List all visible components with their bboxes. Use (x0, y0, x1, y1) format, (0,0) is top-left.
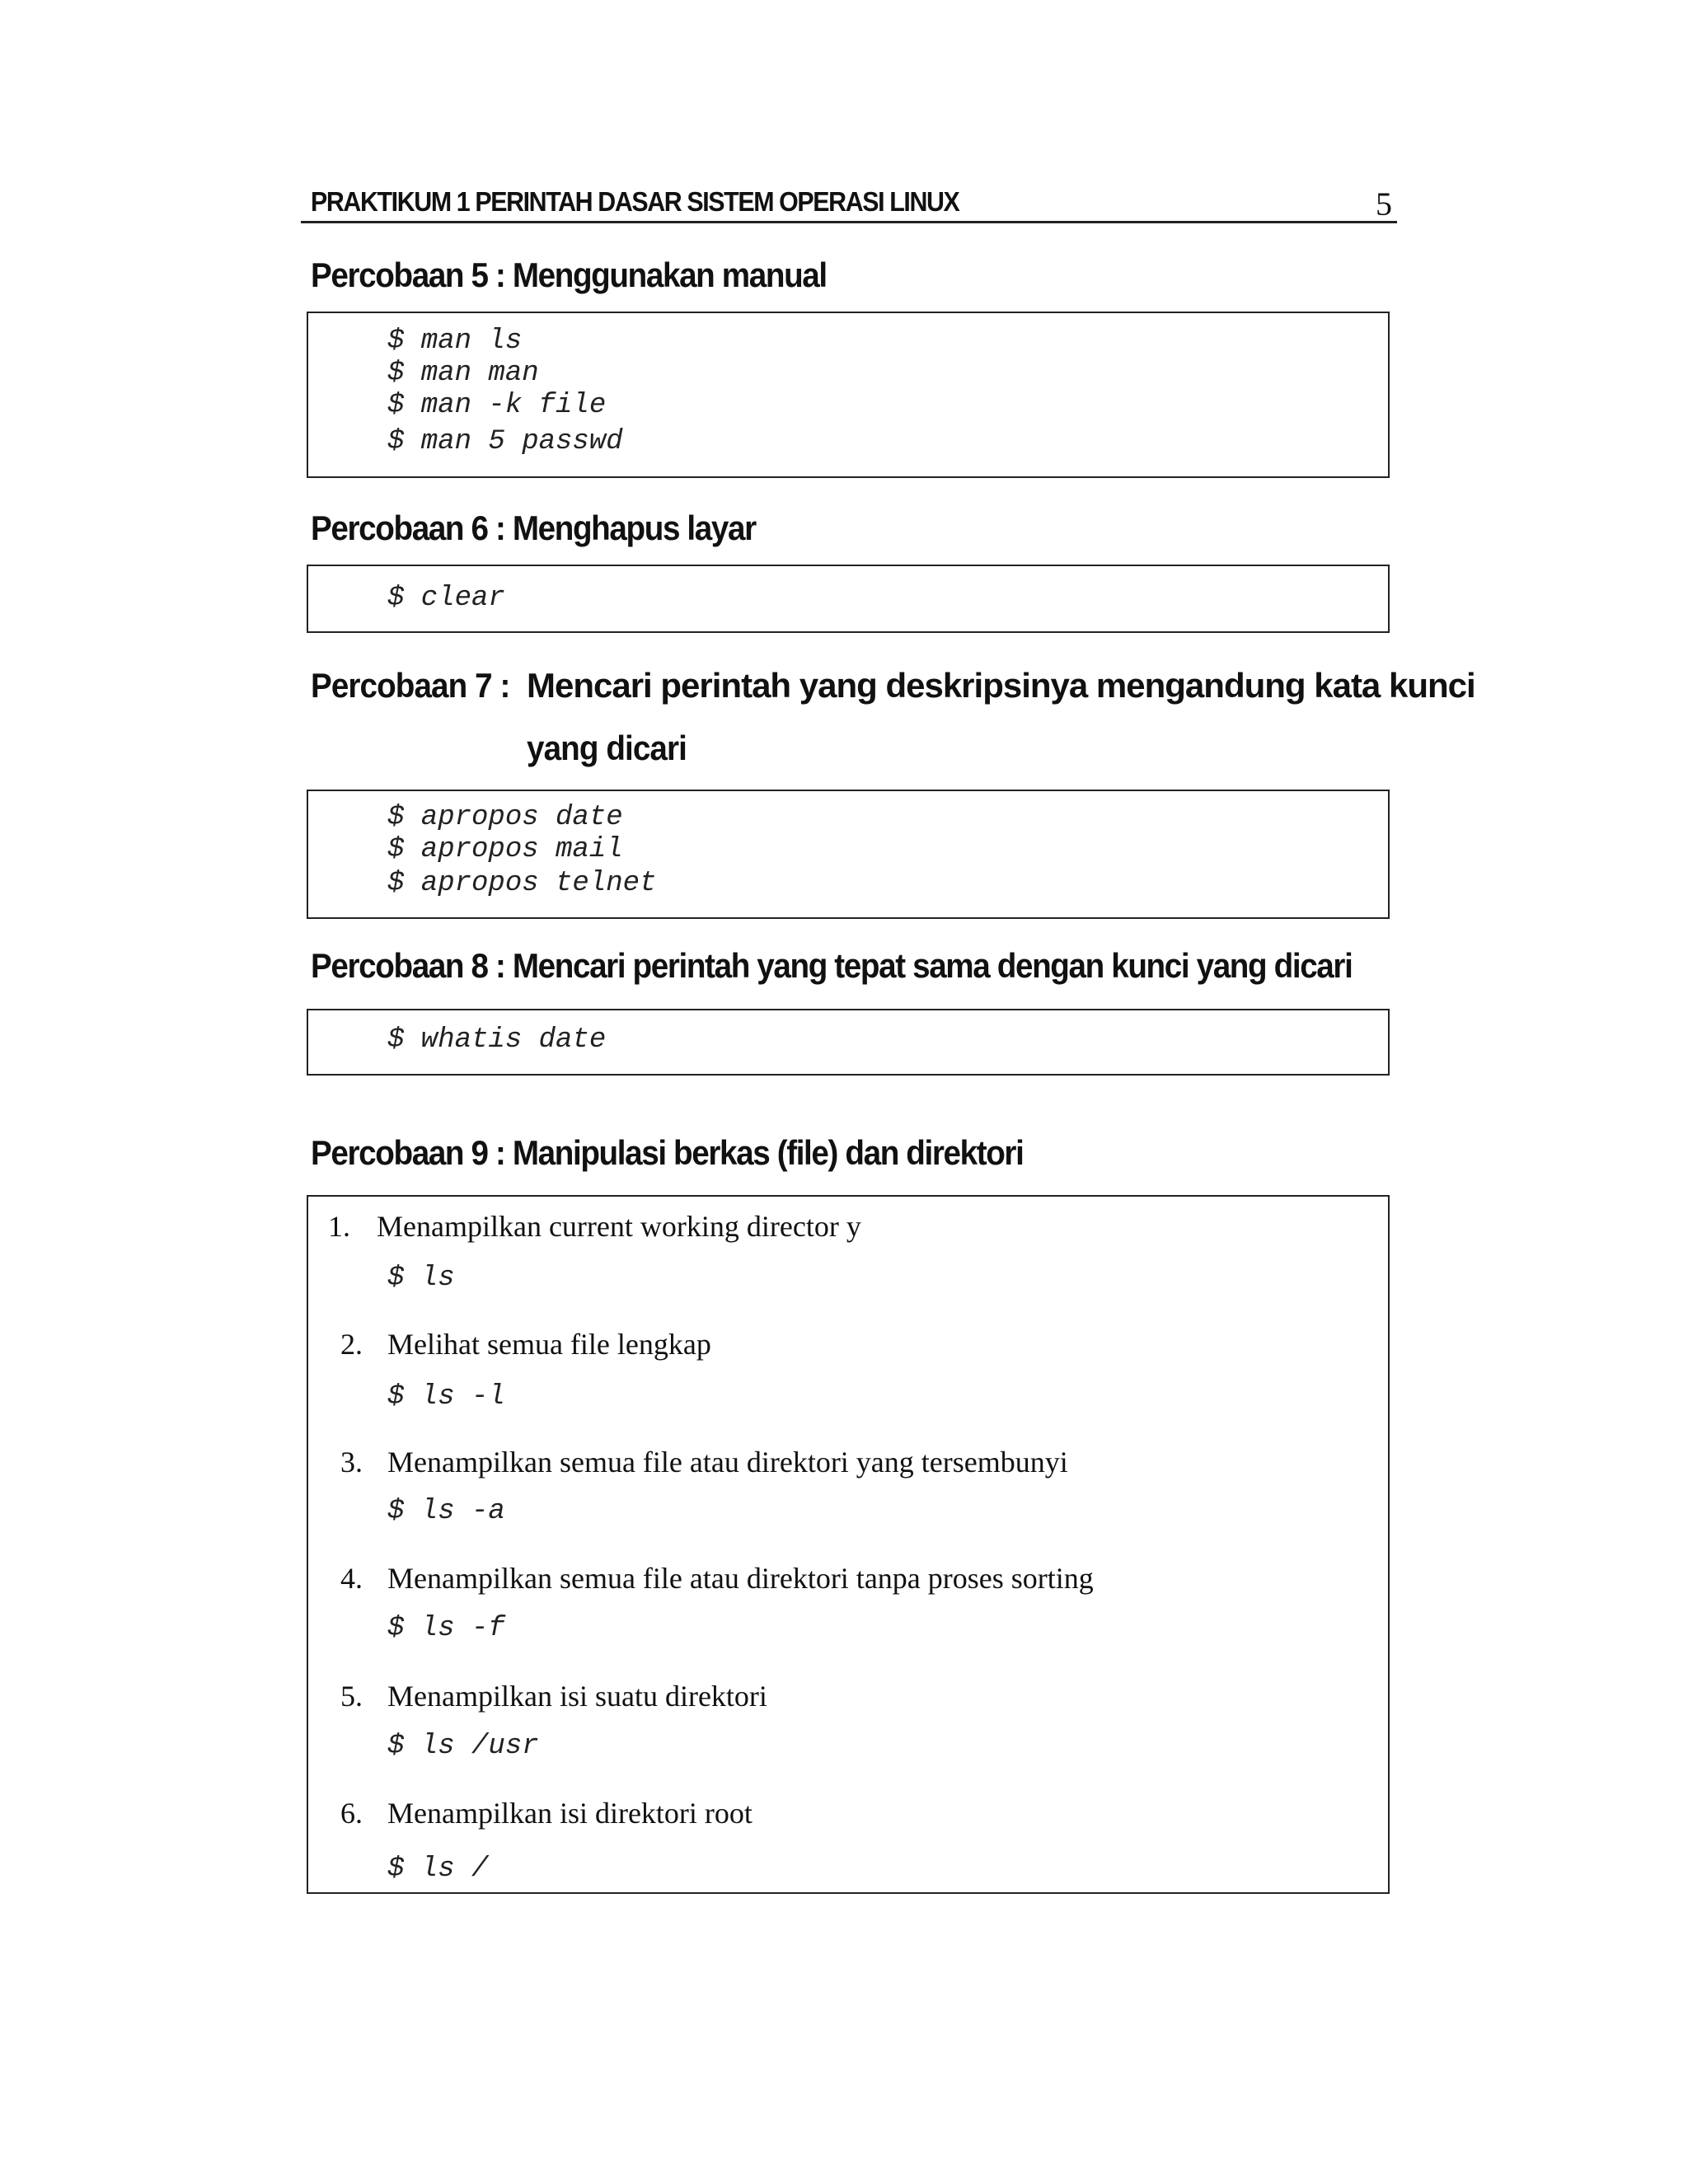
command-line: $ ls -l (387, 1381, 505, 1413)
command-line: $ man ls (387, 326, 523, 357)
command-line: $ apropos telnet (387, 868, 657, 899)
section-heading-label: Percobaan 7 : (311, 666, 510, 705)
item-number: 1. (328, 1210, 350, 1243)
code-box-5 (307, 312, 1390, 478)
item-number: 5. (340, 1680, 363, 1713)
item-text: Menampilkan semua file atau direktori tanpa proses sorting (387, 1562, 1094, 1595)
item-number: 4. (340, 1562, 363, 1595)
command-line: $ whatis date (387, 1024, 607, 1056)
command-line: $ ls -a (387, 1496, 505, 1527)
item-number: 2. (340, 1328, 363, 1361)
steps-box-9 (307, 1195, 1390, 1894)
command-line: $ ls / (387, 1854, 489, 1885)
code-box-6 (307, 565, 1390, 633)
command-line: $ man man (387, 358, 539, 389)
section-heading-text: yang dicari (527, 729, 687, 767)
command-line: $ man -k file (387, 390, 607, 421)
code-box-7 (307, 790, 1390, 919)
item-text: Menampilkan current working director y (377, 1210, 861, 1243)
item-number: 6. (340, 1797, 363, 1830)
header-title: PRAKTIKUM 1 PERINTAH DASAR SISTEM OPERASI LINUX (311, 186, 959, 217)
command-line: $ clear (387, 583, 505, 614)
command-line: $ ls -f (387, 1613, 505, 1644)
command-line: $ ls (387, 1263, 455, 1294)
page-number: 5 (1376, 185, 1392, 223)
section-heading-6: Percobaan 6 : Menghapus layar (311, 509, 756, 547)
item-text: Menampilkan semua file atau direktori yang tersembunyi (387, 1446, 1068, 1479)
item-text: Melihat semua file lengkap (387, 1328, 711, 1361)
item-number: 3. (340, 1446, 363, 1479)
page-header (301, 183, 1397, 223)
command-line: $ apropos date (387, 802, 623, 833)
item-text: Menampilkan isi direktori root (387, 1797, 753, 1830)
code-box-8 (307, 1009, 1390, 1076)
item-text: Menampilkan isi suatu direktori (387, 1680, 767, 1713)
section-heading-text: Mencari perintah yang deskripsinya mengandung kata kunci (527, 666, 1475, 705)
command-line: $ apropos mail (387, 834, 623, 865)
command-line: $ ls /usr (387, 1731, 539, 1762)
section-heading-5: Percobaan 5 : Menggunakan manual (311, 255, 827, 294)
command-line: $ man 5 passwd (387, 426, 623, 457)
section-heading-8: Percobaan 8 : Mencari perintah yang tepat sama dengan kunci yang dicari (311, 946, 1353, 985)
section-heading-9: Percobaan 9 : Manipulasi berkas (file) dan direktori (311, 1133, 1024, 1172)
